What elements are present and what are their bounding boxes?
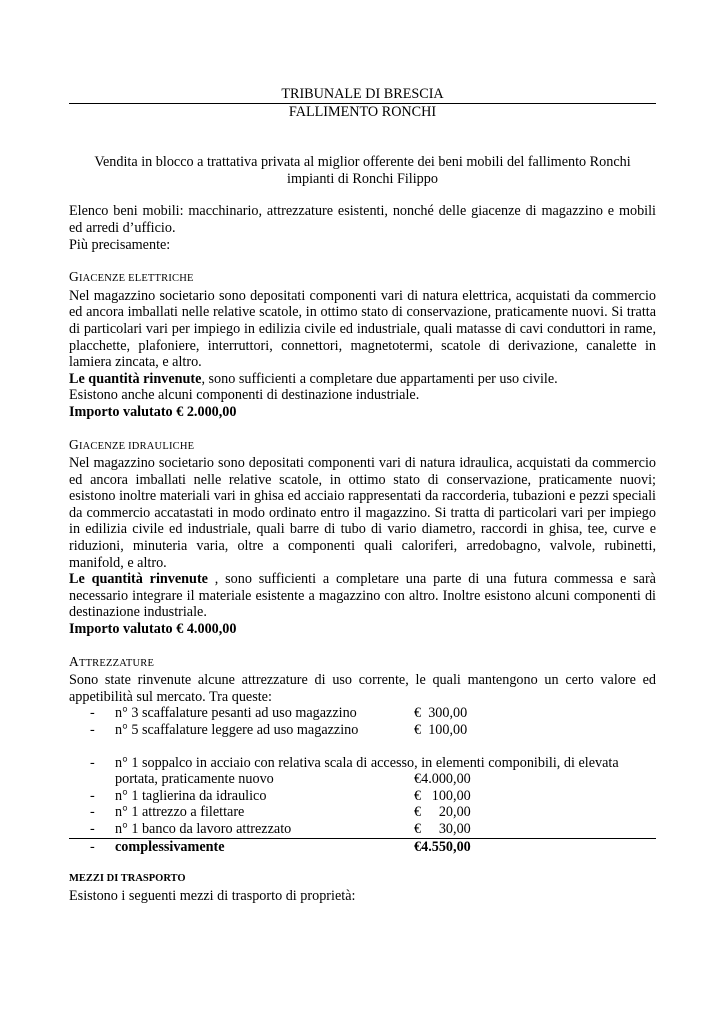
elettriche-body: Nel magazzino societario sono depositati componenti vari di natura elettrica, acquistati da commercio ed ancora imballati nelle relative scatole, in ottimo stato di conservazione, praticamente nuovi. Si tratta di particolari vari per impiego in edilizia civile ed industriale, quali matasse di cavi conduttori in rame, placchette, plafoniere, interruttori, connettori, magnetotermi, scatole di derivazione, canalette in lamiera zincata, e altro.: [69, 287, 656, 371]
section-heading-mezzi: MEZZI DI TRASPORTO: [69, 873, 186, 885]
equipment-total-row: - complessivamente €4.550,00: [69, 838, 656, 856]
mezzi-body: Esistono i seguenti mezzi di trasporto di proprietà:: [69, 887, 356, 904]
more-precisely: Più precisamente:: [69, 236, 171, 253]
list-item: - n° 3 scaffalature pesanti ad uso magazzino € 300,00: [90, 705, 468, 722]
list-item: - n° 1 taglierina da idraulico € 100,00: [90, 787, 471, 804]
list-item: - n° 1 attrezzo a filettare € 20,00: [90, 804, 471, 821]
section-heading-idrauliche: GIACENZE IDRAULICHE: [69, 436, 195, 452]
sale-title-line1: Vendita in blocco a trattativa privata al miglior offerente dei beni mobili del fallimento Ronchi: [94, 154, 631, 171]
list-item: - n° 1 soppalco in acciaio con relativa scala di accesso, in elementi componibili, di elevata portata, praticamente nuovo €4.000,00: [90, 754, 619, 788]
idrauliche-body: Nel magazzino societario sono depositati componenti vari di natura idraulica, acquistati da commercio ed ancora imballati nelle relative scatole, in ottimo stato di conservazione, praticamente nuovi; esistono inoltre materiali vari in ghisa ed acciaio rappresentati da raccorderia, tubazioni e pezzi speciali da commercio accatastati in modo ordinato entro il magazzino. Si tratta di particolari vari per impiego in edilizia civile ed industriale, quali barre di tubo di vario diametro, raccordi in ghisa, tee, curve e riduzioni, minuteria varia, oltre a componenti quali caloriferi, arredobagno, valvole, rubinetti, manifold, e altro.: [69, 455, 656, 571]
equipment-list-a: [69, 705, 656, 738]
list-item: - n° 5 scaffalature leggere ad uso magazzino € 100,00: [90, 722, 468, 738]
case-title: FALLIMENTO RONCHI: [288, 103, 437, 120]
attrezzature-body: Sono state rinvenute alcune attrezzature di uso corrente, le quali mantengono un certo valore ed appetibilità sul mercato. Tra queste:: [69, 672, 656, 705]
elettriche-quantity: Le quantità rinvenute, sono sufficienti a completare due appartamenti per uso civile.: [69, 370, 558, 387]
equipment-list-b: [69, 755, 656, 856]
section-heading-attrezzature: ATTREZZATURE: [69, 653, 155, 669]
elettriche-importo: Importo valutato € 2.000,00: [69, 403, 237, 420]
sale-title-line2: impianti di Ronchi Filippo: [287, 170, 438, 187]
elettriche-extra: Esistono anche alcuni componenti di destinazione industriale.: [69, 387, 420, 404]
idrauliche-importo: Importo valutato € 4.000,00: [69, 621, 237, 638]
section-heading-elettriche: GIACENZE ELETTRICHE: [69, 269, 194, 285]
assets-list-intro: Elenco beni mobili: macchinario, attrezzature esistenti, nonché delle giacenze di magazzino e mobili ed arredi d’ufficio.: [69, 203, 656, 236]
list-item: - n° 1 banco da lavoro attrezzato € 30,00: [90, 820, 471, 837]
idrauliche-quantity: Le quantità rinvenute , sono sufficienti a completare una parte di una futura commessa e sarà necessario integrare il materiale esistente a magazzino con altro. Inoltre esistono alcuni componenti di destinazione industriale.: [69, 571, 656, 621]
court-title: TRIBUNALE DI BRESCIA: [281, 86, 444, 102]
document-content: [69, 86, 656, 904]
